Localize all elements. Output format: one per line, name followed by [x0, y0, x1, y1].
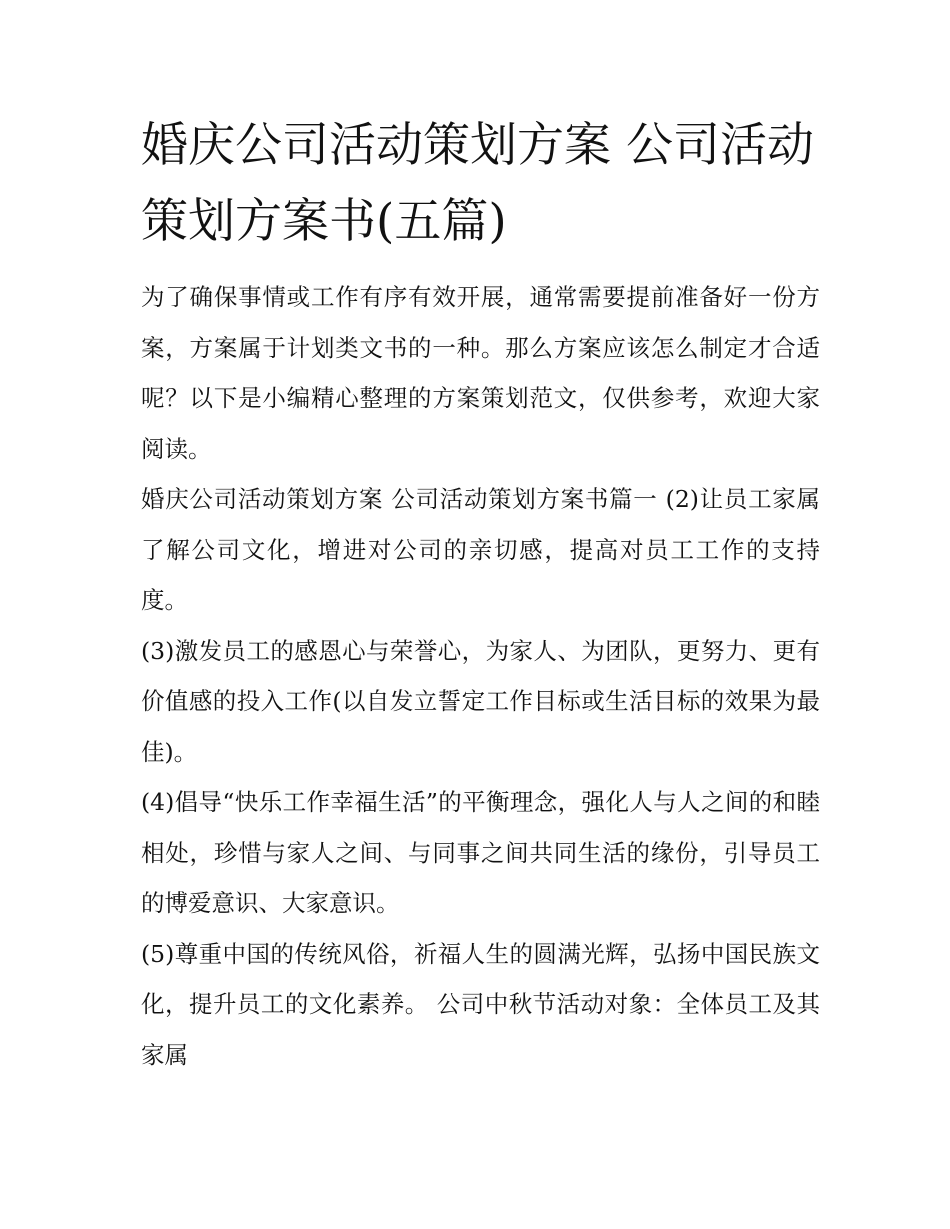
- document-title: 婚庆公司活动策划方案 公司活动策划方案书(五篇): [141, 118, 814, 249]
- paragraph-item-3: (3)激发员工的感恩心与荣誉心，为家人、为团队，更努力、更有价值感的投入工作(以自发立誓定工作目标或生活目标的效果为最佳)。: [141, 636, 820, 766]
- paragraph-item-5: (5)尊重中国的传统风俗，祈福人生的圆满光辉，弘扬中国民族文化，提升员工的文化素养。 公司中秋节活动对象：全体员工及其家属: [141, 939, 820, 1069]
- paragraph-section-one: 婚庆公司活动策划方案 公司活动策划方案书篇一 (2)让员工家属了解公司文化，增进对公司的亲切感，提高对员工工作的支持度。: [141, 485, 820, 614]
- paragraph-intro: 为了确保事情或工作有序有效开展，通常需要提前准备好一份方案，方案属于计划类文书的一种。那么方案应该怎么制定才合适呢？以下是小编精心整理的方案策划范文，仅供参考，欢迎大家阅读。: [141, 283, 820, 463]
- paragraph-item-4: (4)倡导“快乐工作幸福生活”的平衡理念，强化人与人之间的和睦相处，珍惜与家人之间、与同事之间共同生活的缘份，引导员工的博爱意识、大家意识。: [141, 788, 820, 917]
